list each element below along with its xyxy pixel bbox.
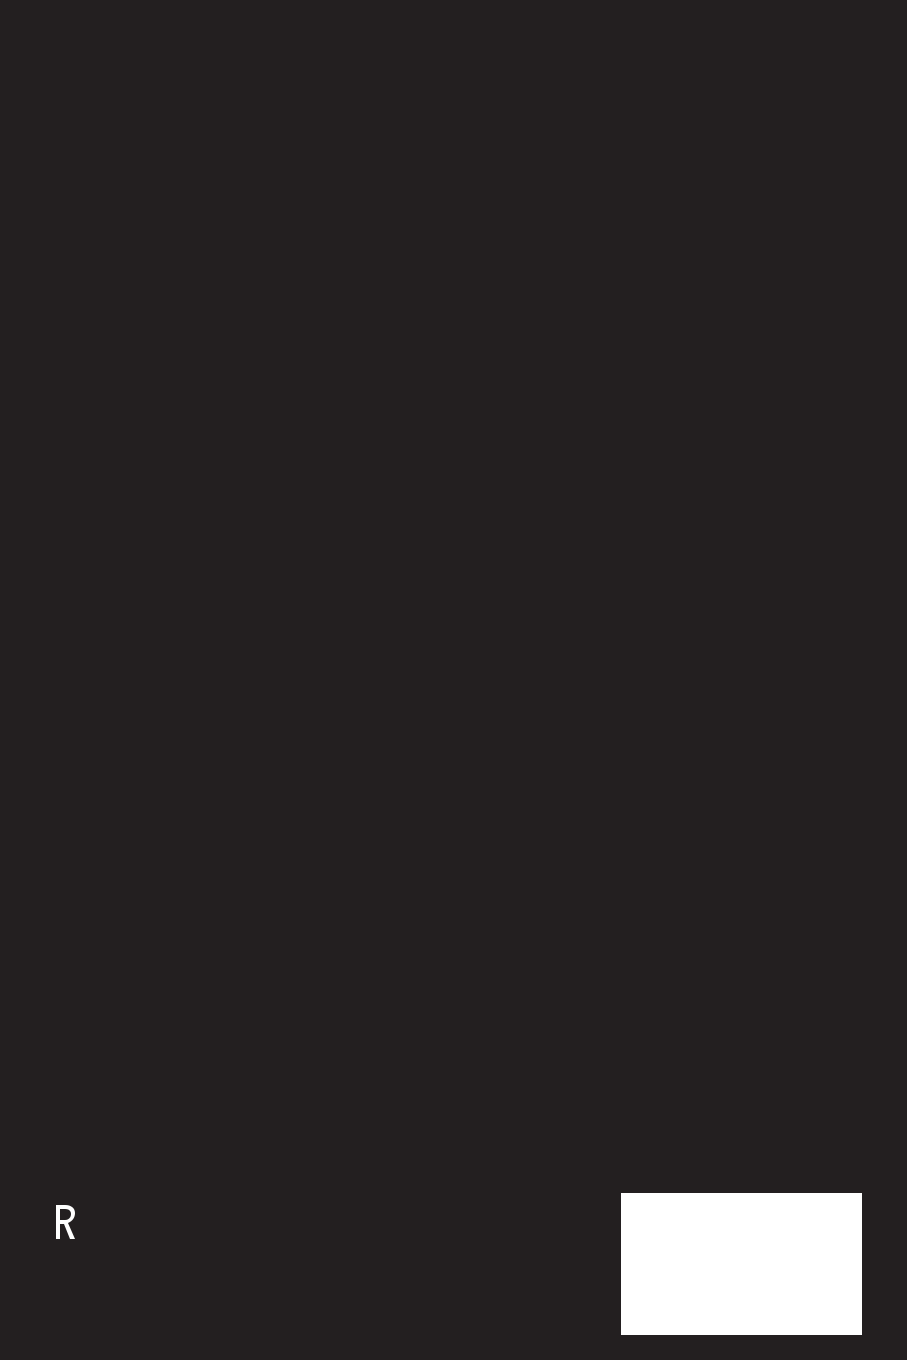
- back-cover-blurb: [95, 64, 817, 80]
- barcode: [621, 1193, 862, 1335]
- routledge-r-icon: [40, 1200, 78, 1260]
- barcode-panel: [621, 1193, 862, 1335]
- routledge-logo: [40, 1200, 240, 1280]
- earthscan-logo: [336, 1213, 490, 1269]
